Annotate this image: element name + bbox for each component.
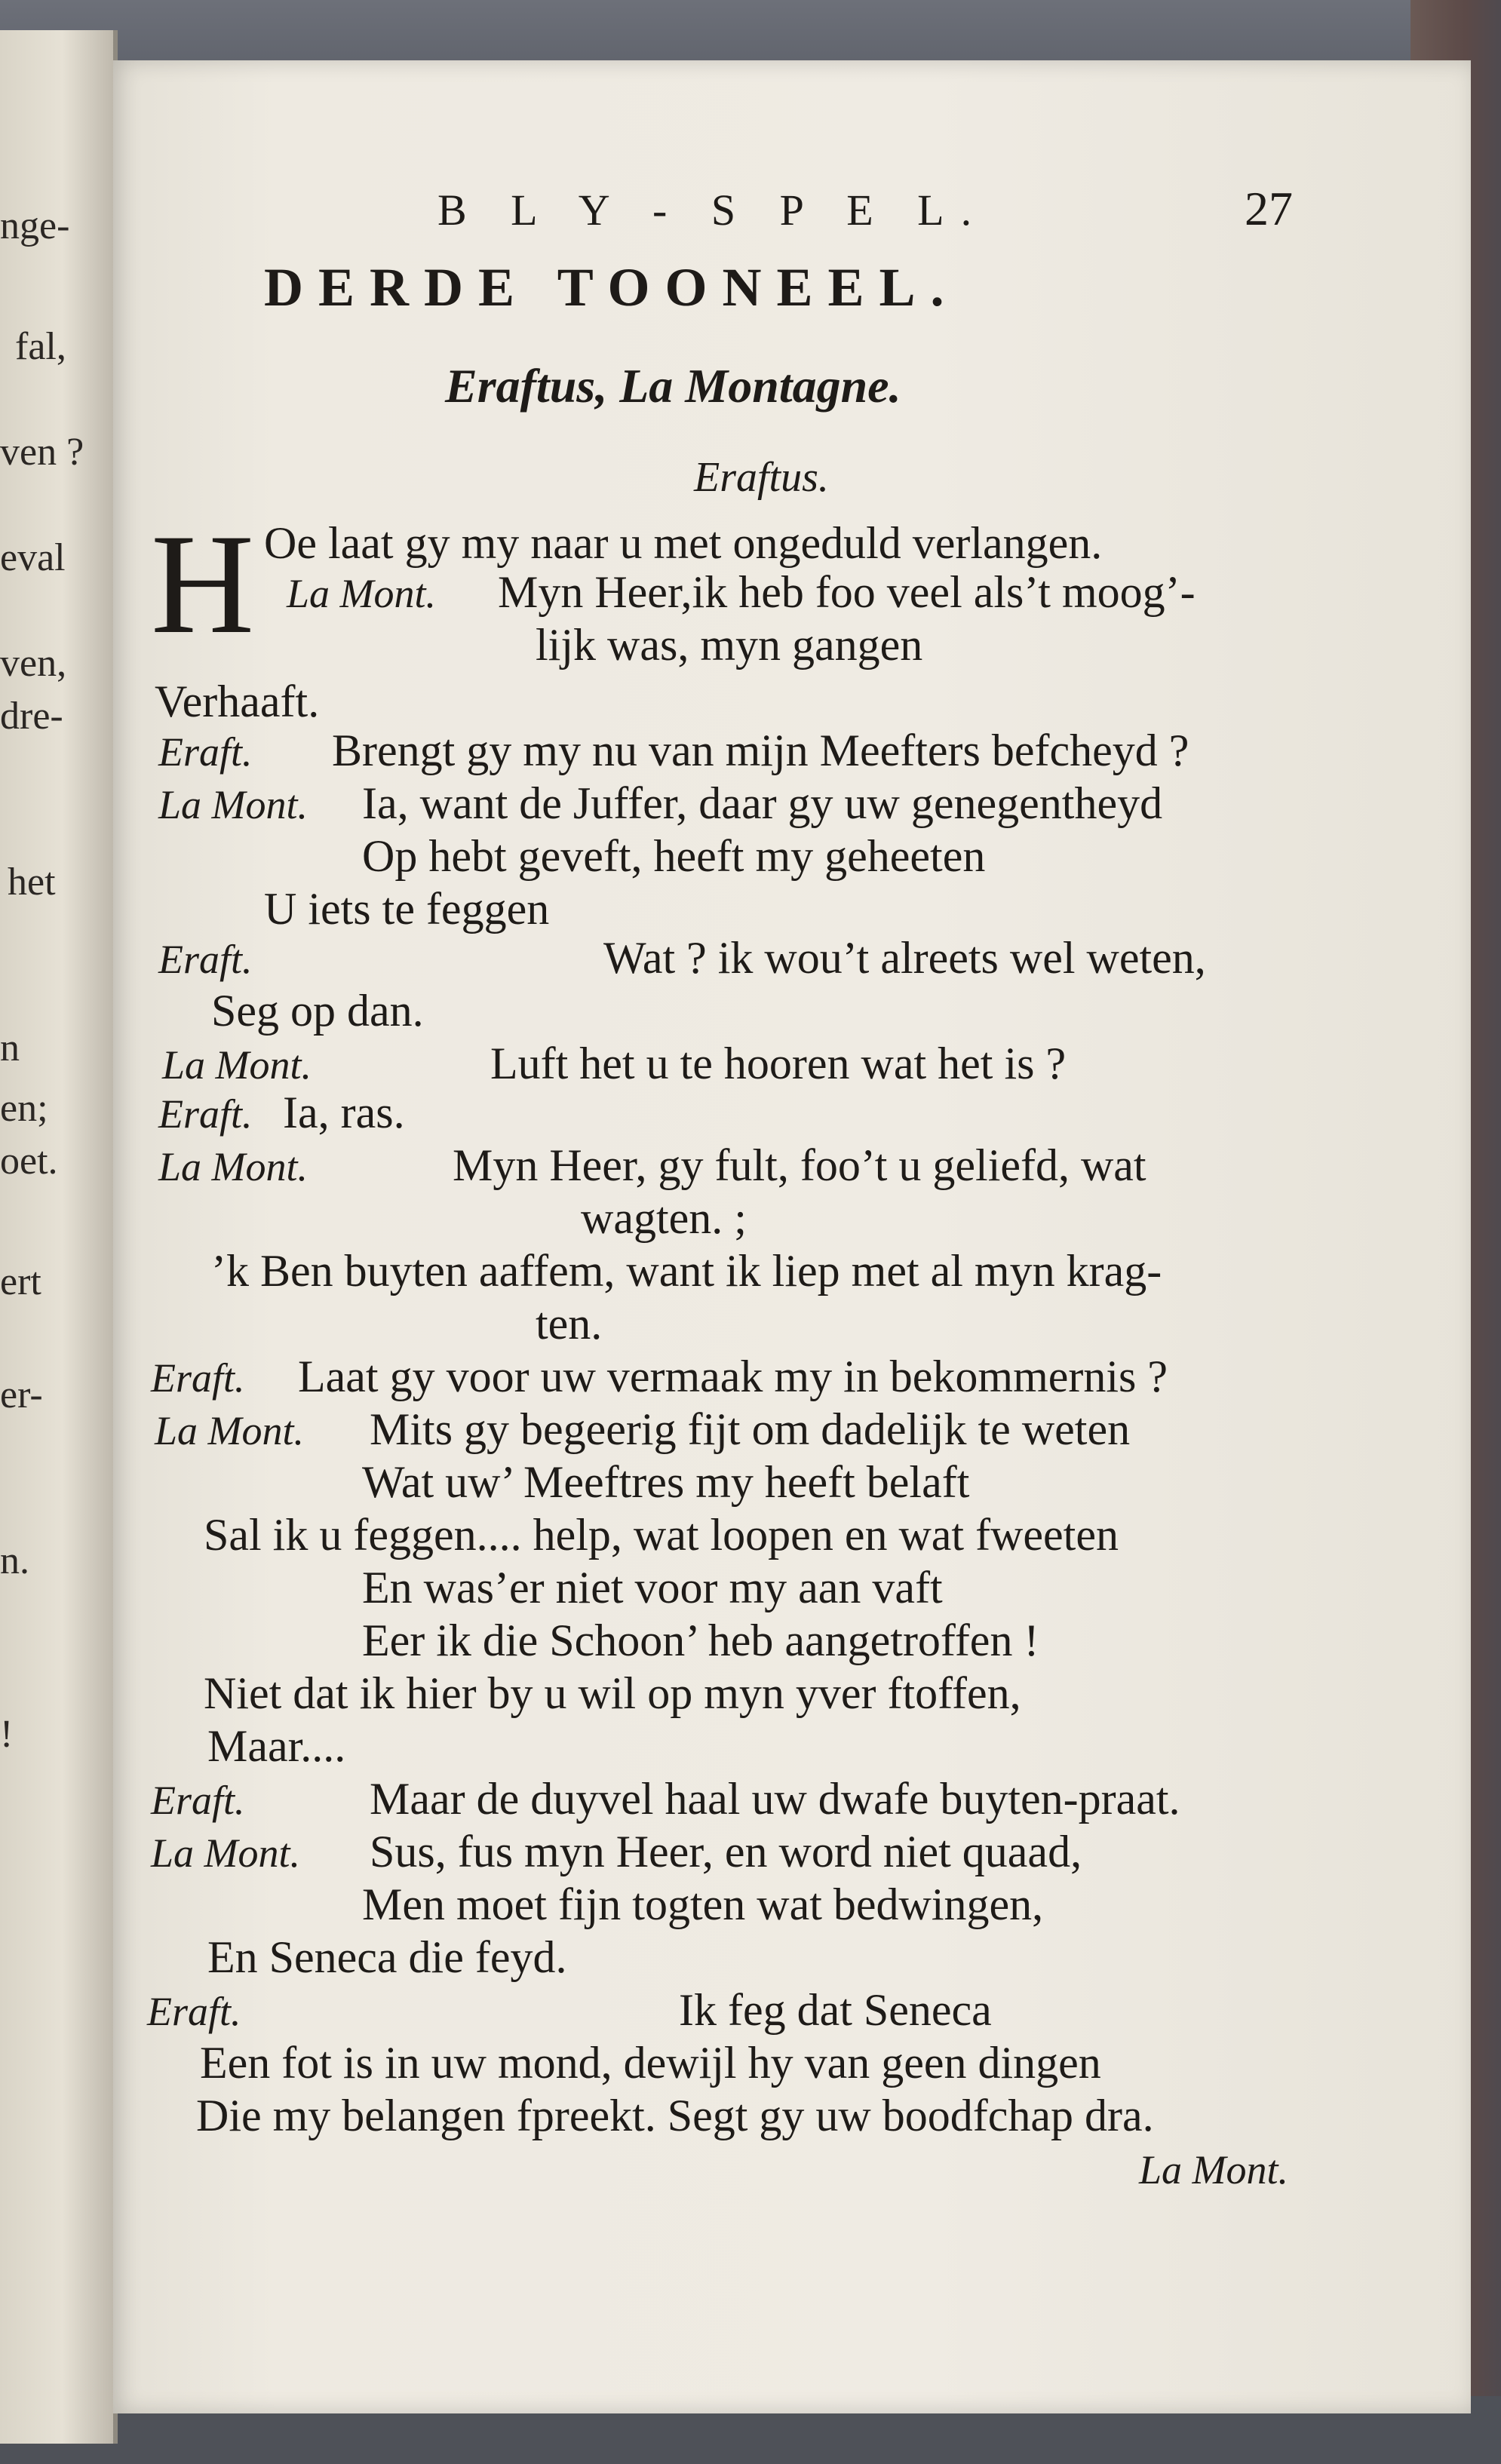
verse-line: ’k Ben buyten aaffem, want ik liep met al myn krag- [211, 1246, 1162, 1296]
left-fragment: ! [0, 1713, 14, 1756]
left-fragment: fal, [15, 325, 66, 368]
left-fragment: ven ? [0, 431, 84, 474]
verse-line: U iets te feggen [264, 884, 550, 934]
verse-line: Verhaaft. [155, 677, 320, 726]
left-fragment: n. [0, 1539, 29, 1582]
verse-line: ten. [536, 1299, 603, 1349]
characters-line: Eraftus, La Montagne. [445, 359, 901, 413]
left-facing-page [0, 30, 118, 2444]
book-page [113, 60, 1471, 2413]
verse-line: Wat uw’ Meeftres my heeft belaft [362, 1457, 970, 1507]
verse-line: En was’er niet voor my aan vaft [362, 1563, 943, 1612]
verse-line: Oe laat gy my naar u met ongeduld verlangen. [264, 518, 1103, 568]
verse-line: Mits gy begeerig fijt om dadelijk te weten [370, 1404, 1131, 1454]
running-title: B L Y - S P E L. [437, 186, 989, 235]
verse-line: Maar de duyvel haal uw dwafe buyten-praat. [370, 1774, 1180, 1824]
left-fragment: oet. [0, 1140, 58, 1183]
speaker-label: La Mont. [155, 1408, 305, 1453]
left-fragment: ert [0, 1260, 41, 1303]
speaker-label: La Mont. [158, 782, 308, 827]
left-fragment: het [8, 861, 56, 904]
speaker-label: Eraft. [151, 1778, 245, 1823]
verse-line: Seg op dan. [211, 986, 424, 1036]
drop-cap: H [151, 505, 255, 664]
verse-line: Die my belangen fpreekt. Segt gy uw boodfchap dra. [196, 2091, 1154, 2140]
verse-line: Sus, fus myn Heer, en word niet quaad, [370, 1827, 1082, 1876]
verse-line: Wat ? ik wou’t alreets wel weten, [603, 933, 1206, 983]
page-number: 27 [1245, 182, 1293, 235]
verse-line: Maar.... [207, 1721, 346, 1771]
verse-line: Myn Heer,ik heb foo veel als’t moog’- [498, 567, 1196, 617]
verse-line: Ik feg dat Seneca [679, 1985, 992, 2035]
verse-line: Ia, ras. [283, 1088, 405, 1137]
catchword: La Mont. [1139, 2147, 1289, 2192]
verse-line: Laat gy voor uw vermaak my in bekommernis ? [298, 1352, 1168, 1401]
verse-line: Myn Heer, gy fult, foo’t u geliefd, wat [453, 1140, 1146, 1190]
left-fragment: er- [0, 1373, 43, 1416]
left-fragment: ven, [0, 642, 67, 685]
speaker-label: La Mont. [287, 571, 437, 616]
speaker-label: Eraft. [158, 1091, 253, 1137]
left-fragment: eval [0, 536, 66, 579]
speaker-label: Eraft. [147, 1989, 241, 2034]
scene-title: DERDE TOONEEL. [264, 257, 959, 318]
speaker-label: La Mont. [162, 1042, 312, 1088]
verse-line: En Seneca die feyd. [207, 1932, 567, 1982]
speaker-label: Eraft. [158, 729, 253, 775]
speaker-label: La Mont. [151, 1830, 301, 1876]
left-fragment: en; [0, 1087, 48, 1130]
verse-line: wagten. ; [581, 1193, 747, 1243]
verse-line: Men moet fijn togten wat bedwingen, [362, 1879, 1044, 1929]
verse-line: Niet dat ik hier by u wil op myn yver ftoffen, [204, 1668, 1021, 1718]
verse-line: Een fot is in uw mond, dewijl hy van geen dingen [200, 2038, 1101, 2088]
verse-line: Op hebt geveft, heeft my geheeten [362, 831, 986, 881]
speaker-heading: Eraftus. [694, 454, 829, 501]
left-fragment: n [0, 1026, 20, 1069]
verse-line: Eer ik die Schoon’ heb aangetroffen ! [362, 1616, 1039, 1665]
speaker-label: Eraft. [158, 937, 253, 982]
verse-line: lijk was, myn gangen [536, 620, 923, 670]
left-fragment: dre- [0, 695, 63, 738]
verse-line: Brengt gy my nu van mijn Meefters befcheyd ? [332, 726, 1189, 775]
left-fragment: nge- [0, 204, 70, 247]
verse-line: Ia, want de Juffer, daar gy uw genegentheyd [362, 778, 1163, 828]
speaker-label: La Mont. [158, 1144, 308, 1189]
verse-line: Luft het u te hooren wat het is ? [490, 1039, 1067, 1088]
verse-line: Sal ik u feggen.... help, wat loopen en wat fweeten [204, 1510, 1119, 1560]
speaker-label: Eraft. [151, 1355, 245, 1401]
